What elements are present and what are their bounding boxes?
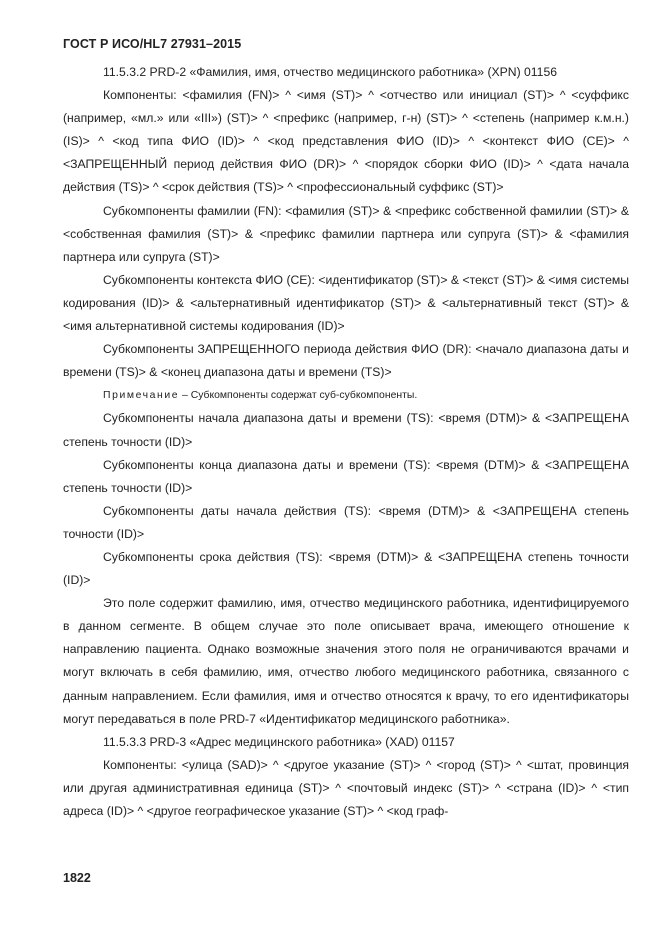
- expiration-date-subcomponents: Субкомпоненты срока действия (TS): <время (DTM)> & <ЗАПРЕЩЕНА степень точности (ID)>: [63, 549, 629, 588]
- note-text: – Субкомпоненты содержат суб-субкомпоненты.: [179, 390, 418, 402]
- document-header: ГОСТ Р ИСО/HL7 27931–2015: [63, 37, 242, 51]
- note: [63, 384, 629, 407]
- section-heading-prd-2: 11.5.3.2 PRD-2 «Фамилия, имя, отчество медицинского работника» (XPN) 01156: [103, 65, 558, 79]
- page-number: 1822: [63, 871, 91, 885]
- prd-3-components: Компоненты: <улица (SAD)> ^ <другое указание (ST)> ^ <город (ST)> ^ <штат, провинция или другая административная единица (ST)> ^ <почтовый индекс (ST)> ^ <страна (ID)> ^ <тип адреса (ID)> ^ <другое географическое указание (ST)> ^ <код граф-: [63, 757, 629, 818]
- ce-subcomponents: Субкомпоненты контекста ФИО (CE): <идентификатор (ST)> & <текст (ST)> & <имя системы кодирования (ID)> & <альтернативный идентификатор (ST)> & <альтернативный текст (ST)> & <имя альтернативной системы кодирования (ID)>: [63, 272, 629, 334]
- note-label: Примечание: [103, 390, 180, 402]
- page-body: [63, 61, 629, 823]
- prd-2-components: Компоненты: <фамилия (FN)> ^ <имя (ST)> ^ <отчество или инициал (ST)> ^ <суффикс (например, «мл.» или «III») (ST)> ^ <префикс (например, г-н) (ST)> ^ <степень (например к.м.н.) (IS)> ^ <код типа ФИО (ID)> ^ <код представления ФИО (ID)> ^ <контекст ФИО (CE)> ^ <ЗАПРЕЩЕННЫЙ период действия ФИО (DR)> ^ <порядок сборки ФИО (ID)> ^ <дата начала действия (TS)> ^ <срок действия (TS)> ^ <профессиональный суффикс (ST)>: [63, 88, 629, 195]
- fn-subcomponents: Субкомпоненты фамилии (FN): <фамилия (ST)> & <префикс собственной фамилии (ST)> & <собственная фамилия (ST)> & <префикс фамилии партнера или супруга (ST)> & <фамилия партнера или супруга (ST)>: [63, 203, 629, 264]
- effective-date-subcomponents: Субкомпоненты даты начала действия (TS): <время (DTM)> & <ЗАПРЕЩЕНА степень точности (ID)>: [63, 503, 629, 541]
- field-description: Это поле содержит фамилию, имя, отчество медицинского работника, идентифицируемого в данном сегменте. В общем случае это поле описывает врача, имеющего отношение к направлению пациента. Однако возможные значения этого поля не ограничиваются врачами и могут включать в себя фамилию, имя, отчество любого медицинского работника, связанного с данным направлением. Если фамилия, имя и отчество относятся к врачу, то его идентификаторы могут передаваться в поле PRD-7 «Идентификатор медицинского работника».: [63, 596, 629, 726]
- dr-subcomponents: Субкомпоненты ЗАПРЕЩЕННОГО периода действия ФИО (DR): <начало диапазона даты и времени (TS)> & <конец диапазона даты и времени (TS)>: [63, 342, 629, 380]
- range-end-subcomponents: Субкомпоненты конца диапазона даты и времени (TS): <время (DTM)> & <ЗАПРЕЩЕНА степень точности (ID)>: [63, 457, 629, 495]
- section-heading-prd-3: 11.5.3.3 PRD-3 «Адрес медицинского работника» (XAD) 01157: [103, 734, 455, 749]
- range-start-subcomponents: Субкомпоненты начала диапазона даты и времени (TS): <время (DTM)> & <ЗАПРЕЩЕНА степень точности (ID)>: [63, 411, 629, 449]
